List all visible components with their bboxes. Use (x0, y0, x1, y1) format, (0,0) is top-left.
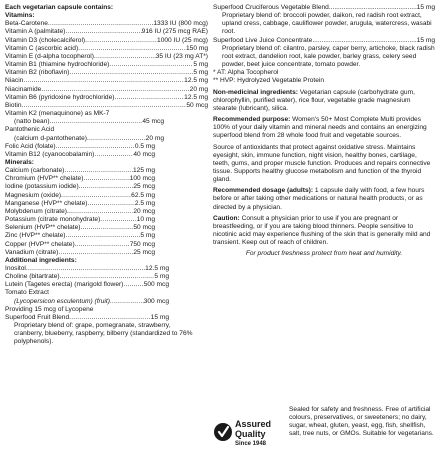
recommended-purpose: Recommended purpose: Women's 50+ Most Complete Multi provides 100% of your daily vitamin and mineral needs and contains an energizing superfood blend from 28 whole food fruit and vegetable sources. (213, 116, 427, 140)
ingredient-row: Superfood Cruciferous Vegetable Blend ..... 15 mg (213, 4, 435, 12)
ingredient-row: Zinc (HVP** chelate) ..... 5 mg (5, 232, 155, 240)
ingredient-row: Molybdenum (citrate) ..... 20 mcg (5, 208, 155, 216)
ingredient-row: Manganese (HVP** chelate) ..... 2.5 mg (5, 200, 155, 208)
badge-line1: Assured (235, 419, 272, 429)
ingredient-row: (calcium d-pantothenate) ..... 20 mg (5, 135, 164, 143)
blend-description: Proprietary blend of: grape, pomegranate, strawberry, cranberry, blueberry, raspberry, bilberry (standardized to 76% polyphenols). (14, 322, 193, 346)
freshness-note: For product freshness protect from heat and humidity. (245, 250, 403, 258)
vitamins-list (5, 20, 208, 159)
additional-list (5, 265, 208, 347)
recommended-dosage: Recommended dosage (adults): 1 capsule daily with food, a few hours before or after taking other medications or natural health products, or as directed by a physician. (213, 187, 425, 211)
vitamins-header: Vitamins: (5, 12, 35, 20)
ingredient-name: Tomato Extract (5, 289, 49, 297)
ingredient-row: Niacinamide ..... 20 mg (5, 86, 208, 94)
badge-line2: Quality (235, 429, 266, 439)
ingredient-row: Folic Acid (folate) ..... 0.5 mg (5, 143, 155, 151)
ingredient-row: Calcium (carbonate) ..... 125 mg (5, 167, 155, 175)
footnote: ** HVP: Hydrolyzed Vegetable Protein (213, 77, 325, 85)
information-column (213, 4, 435, 259)
ingredient-row: Inositol ..... 12.5 mg (5, 265, 169, 273)
ingredient-row: (natto bean) ..... 45 mcg (5, 118, 164, 126)
ingredient-row: Magnesium (oxide) ..... 62.5 mg (5, 192, 155, 200)
ingredient-row: Niacin ..... 12.5 mg (5, 77, 208, 85)
ingredient-row: Biotin ..... 50 mcg (5, 102, 208, 110)
ingredient-row: Selenium (HVP** chelate) ..... 50 mcg (5, 224, 155, 232)
ingredient-row: Lutein (Tagetes erecta) (marigold flower) ..... 500 mcg (5, 281, 169, 289)
non-medicinal-ingredients: Non-medicinal ingredients: Vegetarian capsule (carbohydrate gum, chlorophyllin, purified water), rice flour, vegetable grade magnesium stearate (lubricant), silica. (213, 88, 415, 112)
ingredient-row: Vitamin E (d-alpha tocopherol) ..... 35 IU (23 mg AT*) (5, 53, 208, 61)
ingredient-row: Choline (bitartrate) ..... 5 mg (5, 273, 169, 281)
additional-header: Additional ingredients: (5, 256, 77, 264)
caution: Caution: Consult a physician prior to use if you are pregnant or breastfeeding, or if you are taking blood thinners. People sensitive to nicotinic acid may experience flushing of the skin that is generally mild and transient. Keep out of reach of children. (213, 214, 431, 247)
ingredient-row: Superfood Fruit Blend ..... 15 mg (5, 314, 169, 322)
sealed-statement: Sealed for safety and freshness. Free of artificial colours, preservatives, or sweeteners; no dairy, sugar, wheat, gluten, yeast, egg, fish, shellfish, salt, tree nuts, or GMOs. Suitable for vegetarians. (289, 406, 434, 438)
ingredient-row: Chromium (HVP** chelate) ..... 100 mcg (5, 175, 155, 183)
ingredients-column (5, 4, 208, 347)
minerals-header: Minerals: (5, 158, 34, 166)
ingredients-title: Each vegetarian capsule contains: (5, 4, 114, 11)
ingredient-row: Potassium (citrate monohydrate) ..... 10 mg (5, 216, 155, 224)
blend-description: Proprietary blend of: broccoli powder, daikon, red radish root extract, upland cress, cabbage, cauliflower powder, arugula, watercress, wasabi root. (222, 12, 432, 36)
ingredient-row: Vitamin B12 (cyanocobalamin) ..... 40 mcg (5, 151, 155, 159)
ingredient-row: Vitamin C (ascorbic acid) ..... 150 mg (5, 45, 208, 53)
quality-section (213, 406, 435, 458)
ingredient-row: Vitamin A (palmitate) ..... 916 IU (275 mcg RAE) (5, 28, 208, 36)
ingredient-row: Vitamin B2 (riboflavin) ..... 5 mg (5, 69, 208, 77)
ingredient-name: Pantothenic Acid (5, 126, 55, 134)
ingredient-row: Vanadium (citrate) ..... 25 mcg (5, 249, 155, 257)
assured-quality-badge-icon (213, 407, 285, 457)
ingredient-row: Vitamin D3 (cholecalciferol) ..... 1000 IU (25 mcg) (5, 37, 208, 45)
blend-description: Proprietary blend of: cilantro, parsley, caper berry, artichoke, black radish root extract, dandelion root, kale powder, barley grass, celery seed powder, beet juice concentrate, tomato powder. (222, 44, 435, 69)
badge-line3: Since 1948 (235, 441, 267, 447)
ingredient-row: (Lycopersicon esculentum) (fruit) ..... 300 mcg (5, 298, 169, 306)
ingredient-row: Iodine (potassium iodide) ..... 25 mcg (5, 183, 155, 191)
minerals-list (5, 167, 208, 257)
ingredient-row: Copper (HVP** chelate) ..... 750 mcg (5, 241, 155, 249)
ingredient-row: Superfood Live Juice Concentrate ..... 15 mg (213, 37, 435, 45)
ingredient-row: Vitamin B1 (thiamine hydrochloride) ..... 5 mg (5, 61, 208, 69)
antioxidant-claims: Source of antioxidants that protect against oxidative stress. Maintains eyesight, skin, immune function, night vision, healthy bones, cartilage, teeth, gums, and proper muscle function. Produces and repairs connective tissue. Supports healthy glucose metabolism and function of the thyroid gland. (213, 143, 431, 184)
ingredient-name: Vitamin K2 (menaquinone) as MK-7 (5, 110, 110, 118)
footnote: * AT: Alpha Tocopherol (213, 69, 279, 77)
ingredient-note: Providing 15 mcg of Lycopene (5, 305, 94, 313)
ingredient-row: Vitamin B6 (pyridoxine hydrochloride) ..... 12.5 mg (5, 94, 208, 102)
ingredient-row: Beta-Carotene ..... 1333 IU (800 mcg) (5, 20, 208, 28)
